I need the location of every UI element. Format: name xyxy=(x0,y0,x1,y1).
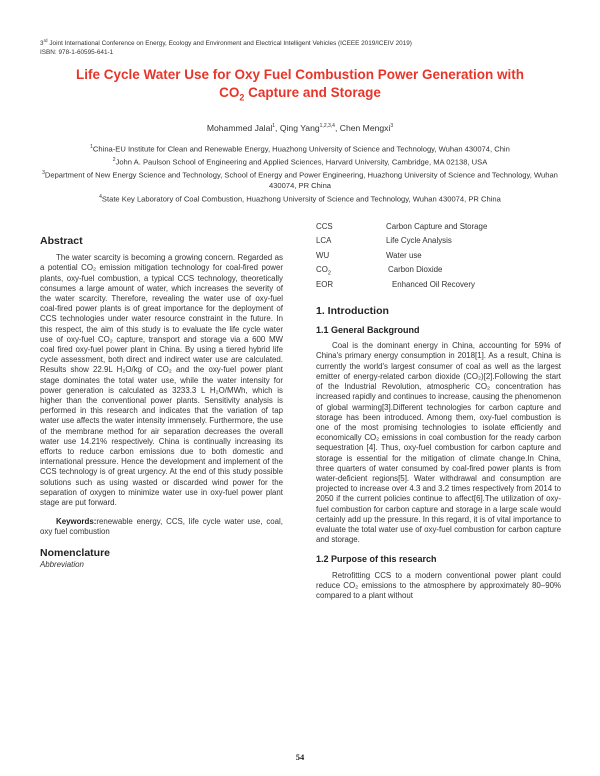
affiliation-2: $^2$John A. Paulson School of Engineering and Applied Sciences, Harvard University, Cambridge, MA 02138, USA xyxy=(112,157,488,167)
general-background-heading: 1.1 General Background xyxy=(316,325,420,336)
general-background-text: Coal is the dominant energy in China, accounting for 59% of China's primary energy consumption in 2018[1]. As a result, China is currently the world's largest consumer of coal as well as the largest emitter of energy-related carbon dioxide (CO₂)[2].Following the start of the Industrial Revolution, atmospheric CO₂ concentration has increased rapidly and continues to increase, causing the phenomenon of global warming[3].Different technologies for carbon capture and storage has been introduced. Among them, oxy-fuel combustion is one of the most promising technologies to isolate efficiently and economically CO₂ emissions in coal combustion for the ready carbon sequestration [4]. Thus, oxy-fuel combustion for carbon capture and storage is essential for the mitigation of climate change.In China, three quarters of water consumed by coal-fired power plants is from water-deficient regions[5]. Water withdrawal and consumption are projected to increase over 4.3 and 3.2 times respectively from 2014 to 2050 if the current policies continue to affect[6].The utilization of oxy-fuel combustion for carbon capture and storage in a large scale would certainly add up the pressure. In this regard, it is of vital importance to evaluate the total water use of oxy-fuel combustion for carbon capture and storage. xyxy=(316,341,561,545)
author-1: Mohammed Jalal$^1$ xyxy=(206,123,276,133)
table-row xyxy=(316,251,561,265)
affiliation-3: $^3$Department of New Energy Science and Technology, School of Energy and Power Engineering, Huazhong University of Science and Technology, Wuhan 430074, PR China xyxy=(42,170,558,191)
title-line-1: Life Cycle Water Use for Oxy Fuel Combustion Power Generation with xyxy=(75,67,525,82)
isbn-line: ISBN: 978-1-60595-641-1 xyxy=(40,49,114,57)
keywords-label: Keywords: xyxy=(56,517,97,527)
abbr-meaning: Carbon Dioxide xyxy=(388,265,443,275)
paper-title xyxy=(30,66,570,107)
abstract-heading: Abstract xyxy=(40,235,83,247)
right-column xyxy=(316,222,561,601)
author-3: Chen Mengxi$^3$ xyxy=(339,123,394,133)
purpose-text: Retrofitting CCS to a modern conventional power plant could reduce CO₂ emissions to the atmosphere by approximately 80–90% compared to a plant without xyxy=(316,570,561,600)
conference-header xyxy=(40,36,412,57)
affiliation-4: $^4$State Key Laboratory of Coal Combustion, Huazhong University of Science and Technology, Wuhan 430074, PR China xyxy=(99,193,501,204)
left-column xyxy=(40,236,283,570)
abbreviation-table xyxy=(316,222,561,294)
abbr-term: CCS xyxy=(316,222,333,231)
table-row xyxy=(316,265,561,279)
table-row xyxy=(316,280,561,294)
abbr-meaning: Carbon Capture and Storage xyxy=(386,222,488,231)
abbreviation-subheading: Abbreviation xyxy=(40,559,84,569)
affiliation-1: $^1$China-EU Institute for Clean and Renewable Energy, Huazhong University of Science and Technology, Wuhan 430074, Chin xyxy=(90,144,510,154)
table-row xyxy=(316,222,561,236)
page-number: 54 xyxy=(295,752,305,762)
abbr-meaning: Enhanced Oil Recovery xyxy=(392,279,475,289)
abbr-meaning: Water use xyxy=(386,250,422,260)
table-row xyxy=(316,236,561,250)
abstract-text: The water scarcity is becoming a growing concern. Regarded as a potential CO₂ emission mitigation technology for coal-fired power plants, oxy-fuel combustion, a typical CCS technology, theoretically consumes a large amount of water, which increases the severity of the water scarcity. Therefore, revealing the water use of oxy-fuel coal-fired power plants is of great importance for the deployment of CCS technologies under water resource constraint in the future. In this respect, the aim of this study is to evaluate the life cycle water use of oxy-fuel CO₂ capture, transport and storage via a 600 MW coal fired oxy-fuel power plant in China. By using a tiered hybrid life cycle assessment, both direct and indirect water use are calculated. Results show 22.9L H₂O/kg of CO₂ and the oxy-fuel power plant stage dominates the total water use, while the water intensity for power generation is calculated as 3233.3 L H₂O/MWh, which is higher than the conventional power plants. Sensitivity analysis is performed in this research and indicates that the variation of tap water use affects the water intensity immensely. Furthermore, the use of the membrane method for air separation decreases the overall water use 14.21% respectively. China is continually increasing its efforts to reduce carbon emissions due to both domestic and international pressure. Hence the development and implement of the CCS technology is of great urgency. At the end of this study possible solutions such as using wasted or discarded wind power for the separation of oxygen to minimize water use in oxy-fuel power plant stage are put forward. xyxy=(40,253,283,508)
author-2: Qing Yang$^{1,2,3,4}$ xyxy=(279,123,335,133)
abbr-term: LCA xyxy=(316,236,332,246)
keywords xyxy=(40,517,283,537)
abbr-term: $CO_2$ xyxy=(316,265,331,277)
keywords-text: renewable energy, CCS, life cycle water use, coal, oxy fuel combustion xyxy=(40,517,283,537)
author-list: Mohammed Jalal$^1$, Qing Yang$^{1,2,3,4}$, Chen Mengxi$^3$ xyxy=(206,123,394,133)
abbr-term: EOR xyxy=(316,279,334,289)
conference-line: 3rd Joint International Conference on Energy, Ecology and Environment and Electrical Intelligent Vehicles (ICEEE 2019/ICEIV 2019) xyxy=(40,38,412,48)
nomenclature-heading: Nomenclature xyxy=(40,546,111,559)
abbr-term: WU xyxy=(316,250,330,260)
purpose-heading: 1.2 Purpose of this research xyxy=(316,554,437,565)
introduction-heading: 1. Introduction xyxy=(316,304,389,317)
title-line-2: $CO_2$ Capture and Storage xyxy=(219,85,381,103)
affiliation-list xyxy=(30,142,570,205)
abbr-meaning: Life Cycle Analysis xyxy=(386,236,452,246)
